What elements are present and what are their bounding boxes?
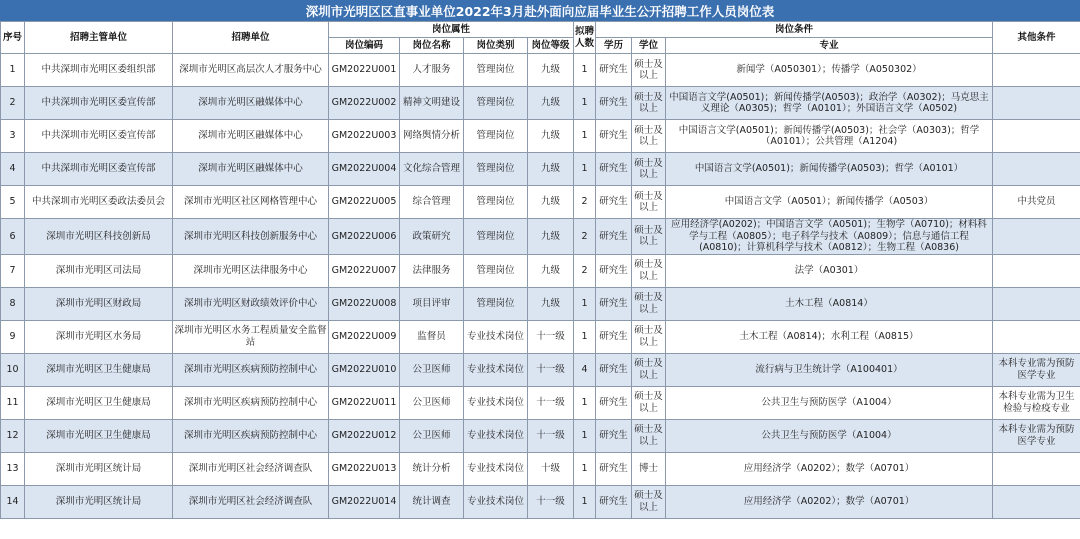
cell-level: 九级 <box>528 287 574 320</box>
table-row <box>1 219 1080 255</box>
cell-degree: 硕士及以上 <box>632 287 666 320</box>
cell-education: 研究生 <box>596 54 632 87</box>
cell-name: 项目评审 <box>400 287 464 320</box>
col-header-category: 岗位类别 <box>464 38 528 54</box>
cell-dept: 深圳市光明区司法局 <box>25 254 173 287</box>
cell-level: 九级 <box>528 254 574 287</box>
cell-code: GM2022U002 <box>329 87 400 120</box>
cell-degree: 硕士及以上 <box>632 54 666 87</box>
cell-degree: 硕士及以上 <box>632 219 666 255</box>
cell-major: 应用经济学（A0202）；数学（A0701） <box>666 452 993 485</box>
cell-unit: 深圳市光明区融媒体中心 <box>173 87 329 120</box>
cell-education: 研究生 <box>596 320 632 353</box>
cell-count: 2 <box>574 186 596 219</box>
cell-dept: 深圳市光明区财政局 <box>25 287 173 320</box>
col-header-major: 专业 <box>666 38 993 54</box>
cell-name: 网络舆情分析 <box>400 120 464 153</box>
cell-dept: 深圳市光明区卫生健康局 <box>25 386 173 419</box>
cell-code: GM2022U001 <box>329 54 400 87</box>
cell-name: 监督员 <box>400 320 464 353</box>
cell-major: 新闻学（A050301）；传播学（A050302） <box>666 54 993 87</box>
cell-education: 研究生 <box>596 219 632 255</box>
col-header-seq: 序号 <box>1 22 25 54</box>
col-header-education: 学历 <box>596 38 632 54</box>
cell-seq: 4 <box>1 153 25 186</box>
cell-dept: 深圳市光明区科技创新局 <box>25 219 173 255</box>
cell-category: 专业技术岗位 <box>464 386 528 419</box>
cell-unit: 深圳市光明区高层次人才服务中心 <box>173 54 329 87</box>
cell-education: 研究生 <box>596 186 632 219</box>
cell-unit: 深圳市光明区疾病预防控制中心 <box>173 353 329 386</box>
cell-other <box>993 120 1080 153</box>
table-row <box>1 452 1080 485</box>
cell-education: 研究生 <box>596 386 632 419</box>
col-header-code: 岗位编码 <box>329 38 400 54</box>
cell-seq: 9 <box>1 320 25 353</box>
cell-level: 十一级 <box>528 320 574 353</box>
cell-dept: 中共深圳市光明区委宣传部 <box>25 87 173 120</box>
cell-other <box>993 485 1080 518</box>
table-row <box>1 320 1080 353</box>
cell-category: 管理岗位 <box>464 54 528 87</box>
cell-name: 统计调查 <box>400 485 464 518</box>
cell-count: 1 <box>574 120 596 153</box>
cell-major: 应用经济学(A0202)；中国语言文学（A0501)；生物学（A0710)；材料科学与工程（A0805）；电子科学与技术（A0809）；信息与通信工程(A0810)；计算机科学与技术（A0812）；生物工程（A0836) <box>666 219 993 255</box>
table-row <box>1 287 1080 320</box>
cell-category: 专业技术岗位 <box>464 353 528 386</box>
cell-name: 公卫医师 <box>400 419 464 452</box>
cell-other: 中共党员 <box>993 186 1080 219</box>
cell-category: 专业技术岗位 <box>464 485 528 518</box>
cell-major: 应用经济学（A0202）；数学（A0701） <box>666 485 993 518</box>
cell-code: GM2022U009 <box>329 320 400 353</box>
cell-name: 公卫医师 <box>400 353 464 386</box>
cell-code: GM2022U004 <box>329 153 400 186</box>
cell-dept: 中共深圳市光明区委组织部 <box>25 54 173 87</box>
cell-category: 管理岗位 <box>464 153 528 186</box>
cell-level: 十一级 <box>528 386 574 419</box>
cell-major: 土木工程（A0814） <box>666 287 993 320</box>
cell-seq: 6 <box>1 219 25 255</box>
table-row <box>1 54 1080 87</box>
cell-other <box>993 254 1080 287</box>
cell-level: 九级 <box>528 87 574 120</box>
table-row <box>1 419 1080 452</box>
cell-count: 1 <box>574 287 596 320</box>
cell-category: 管理岗位 <box>464 87 528 120</box>
cell-other <box>993 54 1080 87</box>
col-header-degree: 学位 <box>632 38 666 54</box>
cell-category: 管理岗位 <box>464 219 528 255</box>
header-row-1 <box>1 22 1080 38</box>
cell-name: 精神文明建设 <box>400 87 464 120</box>
cell-code: GM2022U010 <box>329 353 400 386</box>
cell-unit: 深圳市光明区融媒体中心 <box>173 153 329 186</box>
cell-level: 九级 <box>528 186 574 219</box>
col-header-dept: 招聘主管单位 <box>25 22 173 54</box>
cell-seq: 3 <box>1 120 25 153</box>
cell-major: 中国语言文学(A0501)；新闻传播学(A0503)；社会学（A0303)；哲学（A0101）；公共管理（A1204) <box>666 120 993 153</box>
cell-education: 研究生 <box>596 452 632 485</box>
cell-seq: 5 <box>1 186 25 219</box>
cell-name: 综合管理 <box>400 186 464 219</box>
cell-dept: 深圳市光明区卫生健康局 <box>25 353 173 386</box>
cell-seq: 8 <box>1 287 25 320</box>
cell-dept: 深圳市光明区水务局 <box>25 320 173 353</box>
cell-major: 土木工程（A0814)；水利工程（A0815） <box>666 320 993 353</box>
cell-category: 专业技术岗位 <box>464 419 528 452</box>
table-row <box>1 386 1080 419</box>
cell-count: 1 <box>574 452 596 485</box>
cell-category: 管理岗位 <box>464 287 528 320</box>
cell-code: GM2022U008 <box>329 287 400 320</box>
cell-unit: 深圳市光明区法律服务中心 <box>173 254 329 287</box>
cell-other <box>993 87 1080 120</box>
cell-unit: 深圳市光明区融媒体中心 <box>173 120 329 153</box>
cell-degree: 博士 <box>632 452 666 485</box>
cell-level: 十级 <box>528 452 574 485</box>
cell-unit: 深圳市光明区水务工程质量安全监督站 <box>173 320 329 353</box>
cell-name: 人才服务 <box>400 54 464 87</box>
cell-degree: 硕士及以上 <box>632 419 666 452</box>
table-row <box>1 254 1080 287</box>
cell-level: 十一级 <box>528 353 574 386</box>
cell-count: 1 <box>574 320 596 353</box>
cell-education: 研究生 <box>596 87 632 120</box>
cell-unit: 深圳市光明区科技创新服务中心 <box>173 219 329 255</box>
cell-name: 公卫医师 <box>400 386 464 419</box>
cell-education: 研究生 <box>596 254 632 287</box>
cell-other <box>993 320 1080 353</box>
cell-unit: 深圳市光明区疾病预防控制中心 <box>173 386 329 419</box>
cell-code: GM2022U006 <box>329 219 400 255</box>
cell-code: GM2022U005 <box>329 186 400 219</box>
cell-name: 文化综合管理 <box>400 153 464 186</box>
table-row <box>1 353 1080 386</box>
cell-unit: 深圳市光明区社区网格管理中心 <box>173 186 329 219</box>
cell-count: 2 <box>574 254 596 287</box>
cell-seq: 11 <box>1 386 25 419</box>
cell-seq: 14 <box>1 485 25 518</box>
table-row <box>1 186 1080 219</box>
cell-major: 法学（A0301） <box>666 254 993 287</box>
cell-count: 1 <box>574 419 596 452</box>
col-header-other: 其他条件 <box>993 22 1080 54</box>
cell-other <box>993 153 1080 186</box>
cell-degree: 硕士及以上 <box>632 353 666 386</box>
cell-education: 研究生 <box>596 153 632 186</box>
col-header-name: 岗位名称 <box>400 38 464 54</box>
cell-category: 专业技术岗位 <box>464 452 528 485</box>
cell-level: 九级 <box>528 219 574 255</box>
table-row <box>1 87 1080 120</box>
cell-level: 十一级 <box>528 419 574 452</box>
cell-major: 公共卫生与预防医学（A1004） <box>666 419 993 452</box>
cell-count: 2 <box>574 219 596 255</box>
table-row <box>1 153 1080 186</box>
cell-dept: 深圳市光明区卫生健康局 <box>25 419 173 452</box>
cell-major: 公共卫生与预防医学（A1004） <box>666 386 993 419</box>
cell-major: 中国语言文学（A0501）；新闻传播学（A0503） <box>666 186 993 219</box>
cell-major: 流行病与卫生统计学（A100401） <box>666 353 993 386</box>
cell-degree: 硕士及以上 <box>632 485 666 518</box>
table-row <box>1 120 1080 153</box>
cell-unit: 深圳市光明区社会经济调查队 <box>173 452 329 485</box>
cell-code: GM2022U011 <box>329 386 400 419</box>
positions-table <box>0 21 1080 519</box>
cell-category: 专业技术岗位 <box>464 320 528 353</box>
cell-other: 本科专业需为卫生检验与检疫专业 <box>993 386 1080 419</box>
cell-name: 法律服务 <box>400 254 464 287</box>
cell-major: 中国语言文学(A0501)；新闻传播学(A0503)；政治学（A0302)；马克思主义理论（A0305)；哲学（A0101）；外国语言文学（A0502) <box>666 87 993 120</box>
cell-other: 本科专业需为预防医学专业 <box>993 419 1080 452</box>
cell-count: 1 <box>574 386 596 419</box>
cell-dept: 深圳市光明区统计局 <box>25 452 173 485</box>
cell-education: 研究生 <box>596 485 632 518</box>
cell-education: 研究生 <box>596 353 632 386</box>
cell-degree: 硕士及以上 <box>632 320 666 353</box>
cell-unit: 深圳市光明区疾病预防控制中心 <box>173 419 329 452</box>
cell-degree: 硕士及以上 <box>632 254 666 287</box>
cell-seq: 10 <box>1 353 25 386</box>
cell-major: 中国语言文学(A0501)；新闻传播学(A0503)；哲学（A0101） <box>666 153 993 186</box>
cell-name: 政策研究 <box>400 219 464 255</box>
cell-count: 4 <box>574 353 596 386</box>
cell-code: GM2022U012 <box>329 419 400 452</box>
cell-other: 本科专业需为预防医学专业 <box>993 353 1080 386</box>
cell-level: 九级 <box>528 120 574 153</box>
cell-count: 1 <box>574 153 596 186</box>
cell-unit: 深圳市光明区财政绩效评价中心 <box>173 287 329 320</box>
col-header-attrs: 岗位属性 <box>329 22 574 38</box>
cell-name: 统计分析 <box>400 452 464 485</box>
cell-count: 1 <box>574 485 596 518</box>
cell-education: 研究生 <box>596 419 632 452</box>
cell-seq: 13 <box>1 452 25 485</box>
cell-code: GM2022U013 <box>329 452 400 485</box>
col-header-count: 拟聘人数 <box>574 22 596 54</box>
col-header-conditions: 岗位条件 <box>596 22 993 38</box>
table-title: 深圳市光明区区直事业单位2022年3月赴外面向应届毕业生公开招聘工作人员岗位表 <box>0 0 1080 21</box>
cell-seq: 2 <box>1 87 25 120</box>
cell-degree: 硕士及以上 <box>632 386 666 419</box>
cell-seq: 7 <box>1 254 25 287</box>
cell-count: 1 <box>574 54 596 87</box>
cell-code: GM2022U014 <box>329 485 400 518</box>
cell-education: 研究生 <box>596 120 632 153</box>
cell-level: 九级 <box>528 54 574 87</box>
cell-code: GM2022U007 <box>329 254 400 287</box>
cell-dept: 中共深圳市光明区委宣传部 <box>25 120 173 153</box>
cell-level: 九级 <box>528 153 574 186</box>
cell-other <box>993 452 1080 485</box>
cell-degree: 硕士及以上 <box>632 87 666 120</box>
cell-seq: 1 <box>1 54 25 87</box>
col-header-unit: 招聘单位 <box>173 22 329 54</box>
cell-category: 管理岗位 <box>464 254 528 287</box>
cell-category: 管理岗位 <box>464 120 528 153</box>
cell-dept: 中共深圳市光明区委政法委员会 <box>25 186 173 219</box>
cell-unit: 深圳市光明区社会经济调查队 <box>173 485 329 518</box>
cell-degree: 硕士及以上 <box>632 153 666 186</box>
cell-education: 研究生 <box>596 287 632 320</box>
cell-other <box>993 219 1080 255</box>
cell-degree: 硕士及以上 <box>632 186 666 219</box>
cell-code: GM2022U003 <box>329 120 400 153</box>
cell-degree: 硕士及以上 <box>632 120 666 153</box>
cell-dept: 深圳市光明区统计局 <box>25 485 173 518</box>
cell-category: 管理岗位 <box>464 186 528 219</box>
cell-level: 十一级 <box>528 485 574 518</box>
col-header-level: 岗位等级 <box>528 38 574 54</box>
cell-other <box>993 287 1080 320</box>
cell-dept: 中共深圳市光明区委宣传部 <box>25 153 173 186</box>
table-row <box>1 485 1080 518</box>
cell-count: 1 <box>574 87 596 120</box>
cell-seq: 12 <box>1 419 25 452</box>
